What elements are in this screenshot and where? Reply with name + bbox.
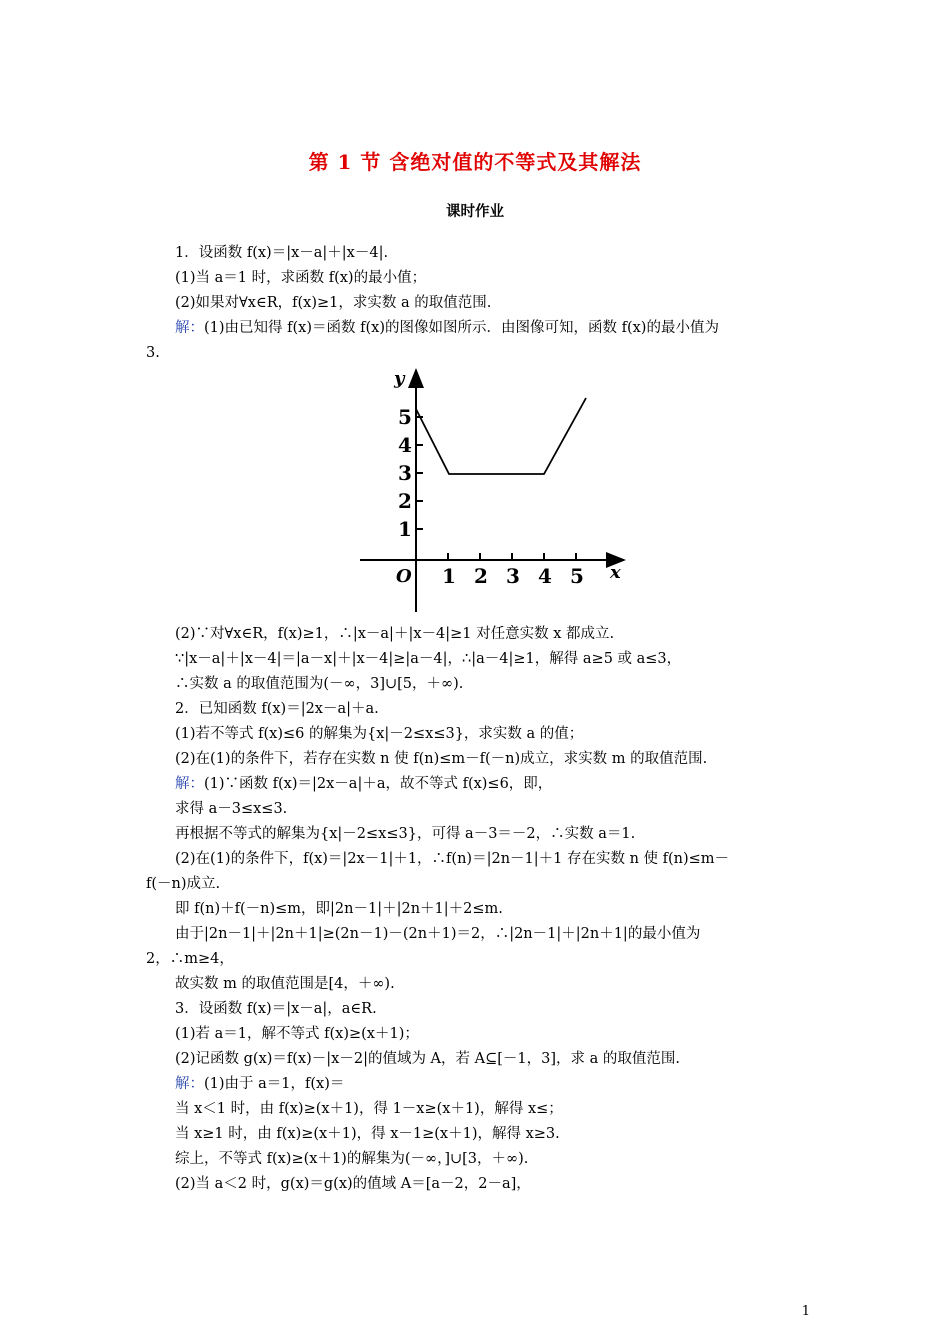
text-line-content: (1)由已知得 f(x)＝函数 f(x)的图像如图所示．由图像可知，函数 f(x)的最小值为	[204, 320, 719, 336]
y-tick-label: 2	[398, 489, 412, 513]
text-line-content: 1．设函数 f(x)＝|x－a|＋|x－4|.	[175, 245, 389, 261]
text-line	[146, 241, 808, 266]
text-line	[146, 266, 808, 291]
text-line-content: 3．设函数 f(x)＝|x－a|，a∈R.	[175, 1001, 377, 1017]
text-line	[146, 1022, 808, 1047]
y-tick-label: 1	[398, 517, 412, 541]
function-graph	[354, 364, 634, 614]
x-tick-label: 2	[474, 564, 488, 588]
x-tick-label: 3	[506, 564, 520, 588]
text-line	[146, 697, 808, 722]
text-line	[146, 622, 808, 647]
text-line	[146, 822, 808, 847]
page-title: 第 1 节 含绝对值的不等式及其解法	[308, 150, 642, 174]
text-line-content: 当 x＜1 时，由 f(x)≥(x＋1)，得 1－x≥(x＋1)，解得 x≤；	[175, 1101, 563, 1117]
text-line-content: 再根据不等式的解集为{x|－2≤x≤3}，可得 a－3＝－2，∴实数 a＝1.	[175, 826, 636, 842]
x-tick-label: 5	[570, 564, 584, 588]
text-line	[146, 897, 808, 922]
text-line-content: (2)∵对∀x∈R，f(x)≥1，∴|x－a|＋|x－4|≥1 对任意实数 x 都成立.	[175, 626, 615, 642]
solution-label: 解：	[175, 776, 204, 792]
text-line	[146, 947, 808, 972]
text-line	[146, 1072, 808, 1097]
y-tick-label: 3	[398, 461, 412, 485]
text-line	[146, 291, 808, 316]
text-line-content: (1)∵函数 f(x)＝|2x－a|＋a，故不等式 f(x)≤6，即，	[204, 776, 553, 792]
page-number: 1	[801, 1304, 810, 1319]
text-line-content: (2)在(1)的条件下，若存在实数 n 使 f(n)≤m－f(－n)成立，求实数 m 的取值范围.	[175, 751, 708, 767]
text-line	[146, 647, 808, 672]
text-line-content: 即 f(n)＋f(－n)≤m，即|2n－1|＋|2n＋1|＋2≤m.	[175, 901, 503, 917]
text-line	[146, 847, 808, 872]
text-line-content: (1)若不等式 f(x)≤6 的解集为{x|－2≤x≤3}，求实数 a 的值；	[175, 726, 584, 742]
function-curve	[416, 398, 586, 474]
text-line	[146, 1047, 808, 1072]
text-line	[146, 747, 808, 772]
solution-label: 解：	[175, 1076, 204, 1092]
text-line	[146, 1172, 808, 1197]
x-tick-label: 1	[442, 564, 456, 588]
text-line-content: 3.	[146, 345, 160, 361]
text-line-content: ∵|x－a|＋|x－4|＝|a－x|＋|x－4|≥|a－4|，∴|a－4|≥1，解得 a≥5 或 a≤3，	[175, 651, 682, 667]
text-line-content: 综上，不等式 f(x)≥(x＋1)的解集为(－∞，]∪[3，＋∞).	[175, 1151, 529, 1167]
text-line-content: (1)当 a＝1 时，求函数 f(x)的最小值；	[175, 270, 427, 286]
text-line-content: 求得 a－3≤x≤3.	[175, 801, 288, 817]
text-line	[146, 316, 808, 341]
text-line-content: 故实数 m 的取值范围是[4，＋∞).	[175, 976, 395, 992]
text-line-content: ∴实数 a 的取值范围为(－∞，3]∪[5，＋∞).	[175, 676, 464, 692]
text-line-content: (2)在(1)的条件下，f(x)＝|2x－1|＋1，∴f(n)＝|2n－1|＋1 存在实数 n 使 f(n)≤m－	[175, 851, 730, 867]
text-line-content: 当 x≥1 时，由 f(x)≥(x＋1)，得 x－1≥(x＋1)，解得 x≥3.	[175, 1126, 560, 1142]
solution-label: 解：	[175, 320, 204, 336]
text-line-content: (1)由于 a＝1，f(x)＝	[204, 1076, 345, 1092]
text-line-content: (2)记函数 g(x)＝f(x)－|x－2|的值域为 A，若 A⊆[－1，3]，求 a 的取值范围.	[175, 1051, 680, 1067]
text-line-content: (2)如果对∀x∈R，f(x)≥1，求实数 a 的取值范围.	[175, 295, 492, 311]
text-line	[146, 1097, 808, 1122]
y-tick-label: 5	[398, 405, 412, 429]
problem-text-top	[146, 241, 808, 366]
origin-label: O	[396, 566, 412, 587]
text-line	[146, 722, 808, 747]
text-line	[146, 922, 808, 947]
text-line	[146, 997, 808, 1022]
text-line-content: (1)若 a＝1，解不等式 f(x)≥(x＋1)；	[175, 1026, 419, 1042]
text-line	[146, 872, 808, 897]
y-axis-label: y	[394, 368, 405, 389]
text-line	[146, 672, 808, 697]
text-line	[146, 972, 808, 997]
x-axis-label: x	[610, 562, 621, 583]
text-line-content: (2)当 a＜2 时，g(x)＝g(x)的值域 A＝[a－2，2－a]，	[175, 1176, 531, 1192]
text-line	[146, 772, 808, 797]
text-line-content: f(－n)成立.	[146, 876, 221, 892]
text-line	[146, 341, 808, 366]
text-line	[146, 1147, 808, 1172]
text-line-content: 2，∴m≥4，	[146, 951, 234, 967]
text-line-content: 由于|2n－1|＋|2n＋1|≥(2n－1)－(2n＋1)＝2，∴|2n－1|＋|2n＋1|的最小值为	[175, 926, 701, 942]
section-subtitle: 课时作业	[446, 203, 504, 220]
problem-text-bottom	[146, 622, 808, 1197]
text-line-content: 2．已知函数 f(x)＝|2x－a|＋a.	[175, 701, 379, 717]
y-tick-label: 4	[398, 433, 412, 457]
text-line	[146, 1122, 808, 1147]
x-tick-label: 4	[538, 564, 552, 588]
text-line	[146, 797, 808, 822]
